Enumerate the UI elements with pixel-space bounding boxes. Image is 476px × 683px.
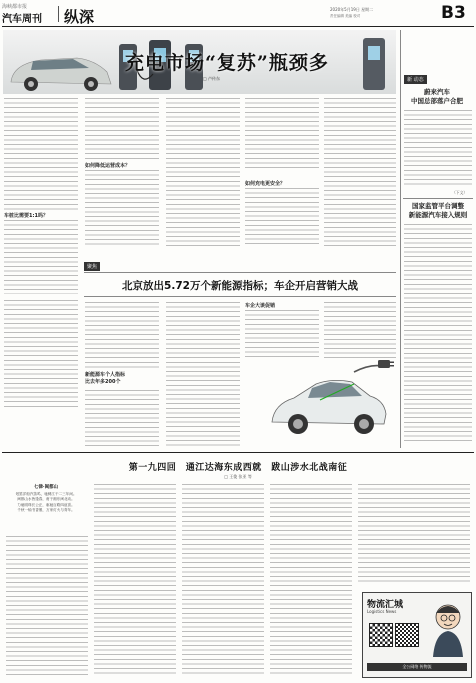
lead-col-1b xyxy=(4,220,78,294)
paper-name: 海峡都市报 xyxy=(2,4,28,10)
qr-code-2 xyxy=(395,623,419,647)
sidebar-mid-rule xyxy=(403,198,473,199)
qr-code-1 xyxy=(369,623,393,647)
lead-col-4 xyxy=(245,98,319,170)
editor-line: 责任编辑 美编 校对 xyxy=(330,14,361,18)
lead-subhead-2: 如何降低运营成本？ xyxy=(85,163,131,169)
sidebar-top-source: （下文） xyxy=(452,190,468,195)
lead-col-3 xyxy=(166,98,240,248)
date-line: 2020年5月19日 星期二 xyxy=(330,7,374,12)
feature-col-5 xyxy=(358,484,470,584)
secondary-headline: 北京放出5.72万个新能源指标；车企开启营销大战 xyxy=(122,280,358,292)
secondary-subhead-1: 新能源车个人指标 比去年多200个 xyxy=(85,372,126,385)
lead-col-2 xyxy=(85,98,159,160)
secondary-col-2 xyxy=(85,302,159,368)
secondary-col-4 xyxy=(245,310,319,358)
lead-col-4b xyxy=(245,188,319,248)
feature-intro-box xyxy=(6,484,86,532)
secondary-col-1 xyxy=(4,300,78,410)
masthead-divider xyxy=(58,6,59,22)
lead-subhead-1: 车桩比需要1:1吗？ xyxy=(4,213,48,219)
secondary-top-rule xyxy=(84,272,396,273)
secondary-tag xyxy=(84,262,100,271)
feature-byline: □ 王俊 张亚 等 xyxy=(224,474,252,479)
secondary-col-3 xyxy=(166,302,240,446)
sidebar-tag xyxy=(404,74,427,84)
masthead-rule xyxy=(2,26,474,27)
feature-intro-label: 七律·闽都山 xyxy=(33,485,59,490)
promo-caption: 全公网络 传物流 xyxy=(367,663,467,671)
lead-headline: 充电市场“复苏”瓶颈多 xyxy=(125,52,329,74)
sidebar-bottom-headline: 国家监管平台调整 新能源汽车接入规则 xyxy=(408,202,468,219)
sidebar-tag-label: 新 动态 xyxy=(404,75,427,84)
lead-col-2b xyxy=(85,170,159,248)
feature-col-1 xyxy=(6,536,88,676)
secondary-subhead-2: 车企大谈促销 xyxy=(245,303,276,309)
promo-box xyxy=(362,592,472,678)
promo-subtitle: Logistics News xyxy=(367,609,397,614)
lead-subhead-3: 如何充电更安全？ xyxy=(245,181,286,187)
ev-car-illustration xyxy=(266,352,396,446)
feature-headline: 第一九四回 通江达海东成西就 跋山涉水北战南征 xyxy=(128,463,348,473)
sidebar-top-body xyxy=(404,110,472,188)
sidebar-bottom-body xyxy=(404,224,472,444)
masthead xyxy=(0,0,476,26)
feature-top-rule xyxy=(2,452,474,453)
secondary-col-2b xyxy=(85,390,159,446)
sidebar-divider xyxy=(400,30,401,448)
feature-col-2 xyxy=(94,484,176,676)
promo-title: 物流汇城 xyxy=(367,600,404,610)
feature-col-3 xyxy=(182,484,264,676)
lead-byline: □ 卢传东 xyxy=(203,76,221,81)
lead-col-5 xyxy=(324,98,396,248)
secondary-tag-label: 聚焦 xyxy=(84,262,100,271)
page-number: B3 xyxy=(441,3,466,23)
lead-col-1 xyxy=(4,98,78,210)
sidebar-top-headline: 蔚来汽车 中国总部落户合肥 xyxy=(411,88,463,105)
secondary-bottom-rule xyxy=(84,296,396,297)
feature-col-4 xyxy=(270,484,352,676)
feature-intro-poem: 划罢洋船汽笛鸣，驰骋江干二三年间。 闽都山水皆逢春，甫于湘东闽北动。 力驰明珠长公正，驱驰百路四谊喜。 千秋一轴书香墨，万家灯火与青年。 xyxy=(15,492,77,513)
section-name: 汽车周刊 xyxy=(2,14,42,25)
secondary-col-5 xyxy=(324,302,396,358)
cartoon-mascot-image xyxy=(429,599,467,657)
lead-photo xyxy=(3,30,396,94)
section-tag: 纵深 xyxy=(64,8,95,26)
